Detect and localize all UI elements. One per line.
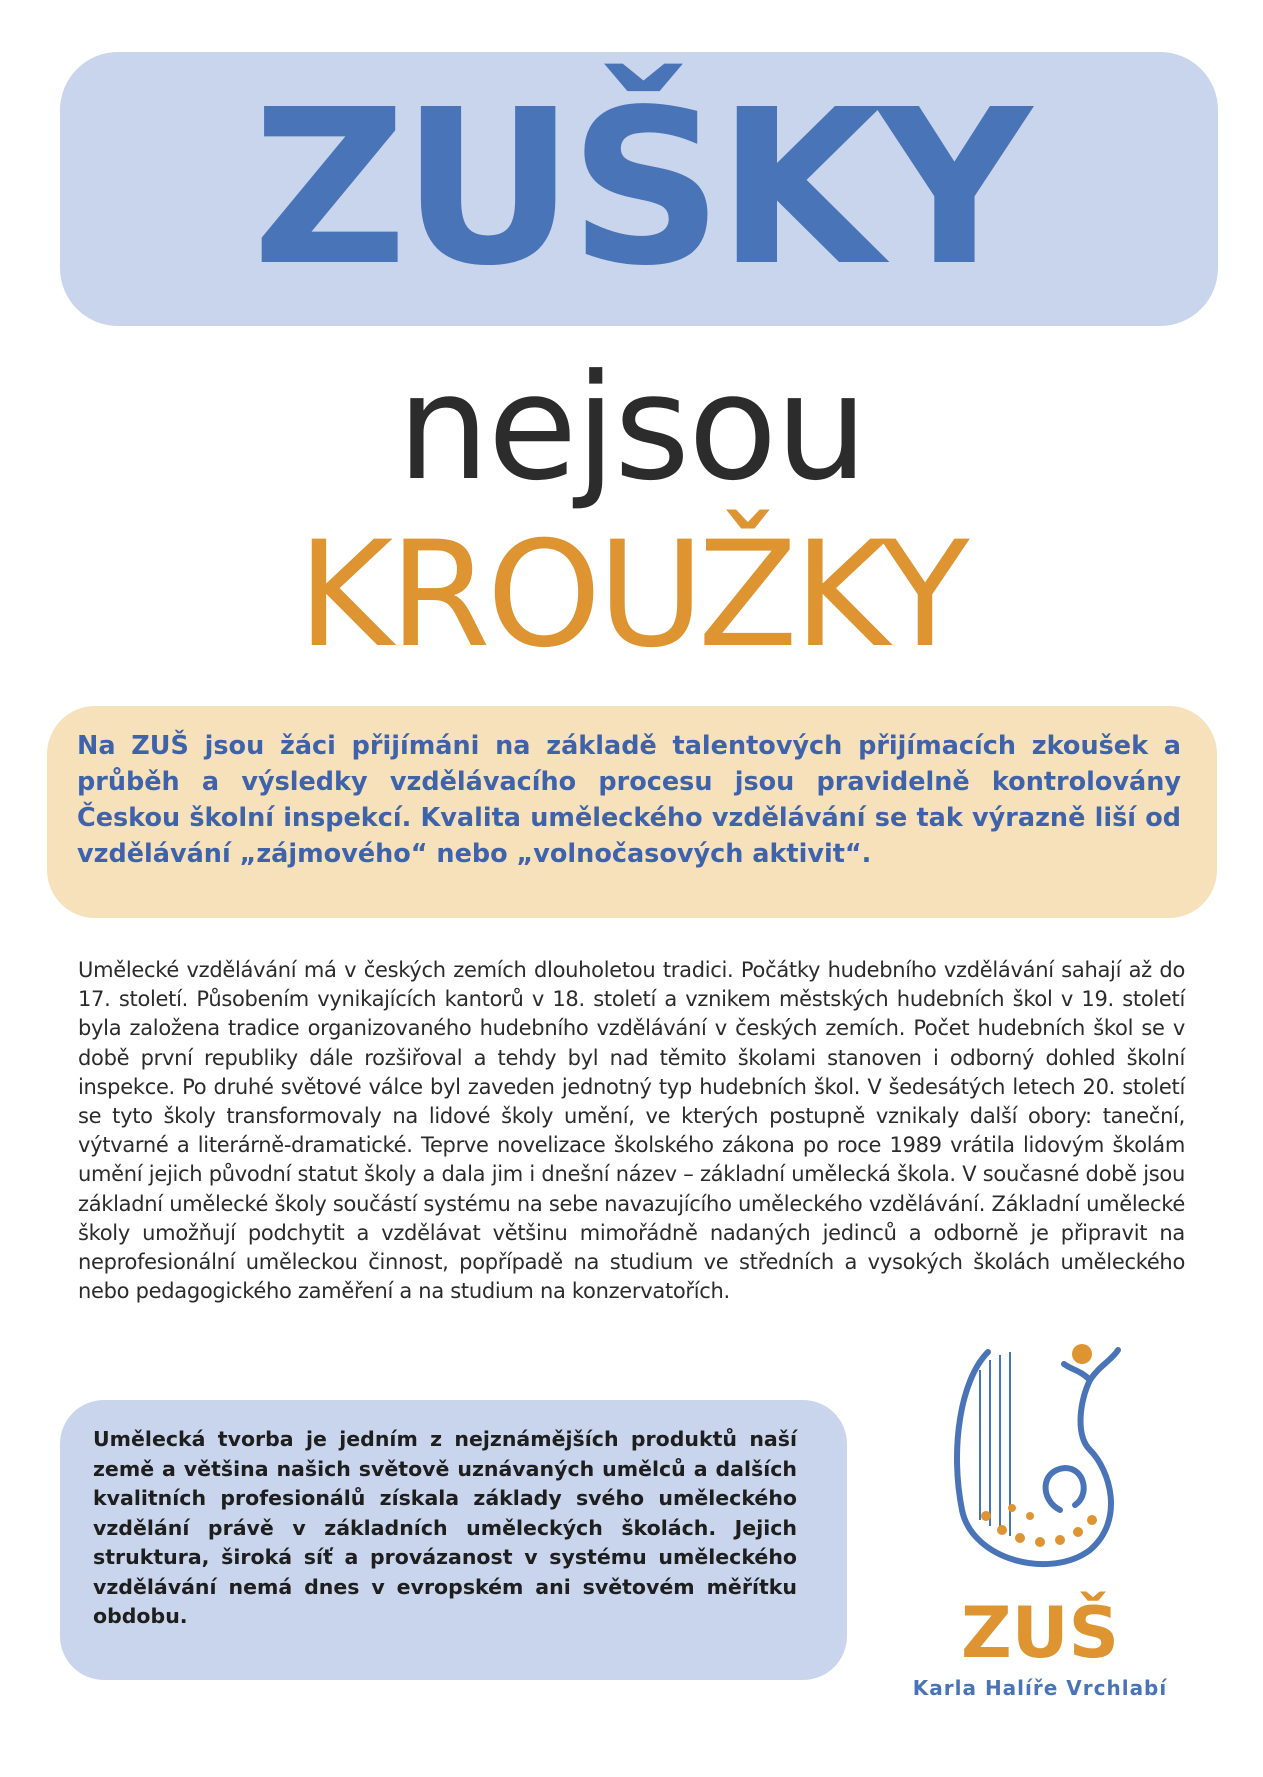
logo-subtitle: Karla Halíře Vrchlabí (912, 1676, 1168, 1700)
summary-box (60, 1400, 847, 1680)
school-logo (900, 1340, 1180, 1700)
title-banner (60, 52, 1218, 326)
callout-text: Na ZUŠ jsou žáci přijímáni na základě talentových přijímacích zkoušek a průběh a výsledky vzdělávacího procesu jsou pravidelně kontrolovány Českou školní inspekcí. Kvalita uměleckého vzdělávání se tak výrazně liší od vzdělávání „zájmového“ nebo „volnočasových aktivit“. (77, 731, 1181, 869)
lyre-with-figure-logo (940, 1340, 1140, 1590)
logo-name: ZUŠ (960, 1592, 1119, 1674)
subtitle-line-2: KROUŽKY (297, 510, 966, 680)
history-paragraph: Umělecké vzdělávání má v českých zemích dlouholetou tradici. Počátky hudebního vzdělávání sahají až do 17. století. Působením vynikajících kantorů v 18. století a vznikem městských hudebních škol v 19. století byla založena tradice organizovaného hudebního vzdělávání v českých zemích. Počet hudebních škol se v době první republiky dále rozšiřoval a tehdy byl nad těmito školami stanoven i odborný dohled školní inspekce. Po druhé světové válce byl zaveden jednotný typ hudebních škol. V šedesátých letech 20. století se tyto školy transformovaly na lidové školy umění, ve kterých postupně vznikaly další obory: taneční, výtvarné a literárně-dramatické. Teprve novelizace školského zákona po roce 1989 vrátila lidovým školám umění jejich původní statut školy a dala jim i dnešní název – základní umělecká škola. V současné době jsou základní umělecké školy součástí systému na sebe navazujícího uměleckého vzdělávání. Základní umělecké školy umožňují podchytit a vzdělávat většinu mimořádně nadaných jedinců a odborně je připravit na neprofesionální uměleckou činnost, popřípadě na studium ve středních a vysokých školách uměleckého nebo pedagogického zaměření a na studium na konzervatořích. (78, 958, 1185, 1304)
page-title: ZUŠKY (252, 64, 1026, 313)
subtitle-line-1: nejsou (397, 343, 866, 513)
summary-text: Umělecká tvorba je jedním z nejznámějších produktů naší země a většina našich světově uznávaných umělců a dalších kvalitních profesionálů získala základy svého uměleckého vzdělání právě v základních uměleckých školách. Jejich struktura, široká síť a provázanost v systému uměleckého vzdělávání nemá dnes v evropském ani světovém měřítku obdobu. (93, 1427, 797, 1628)
highlight-callout (47, 706, 1217, 918)
